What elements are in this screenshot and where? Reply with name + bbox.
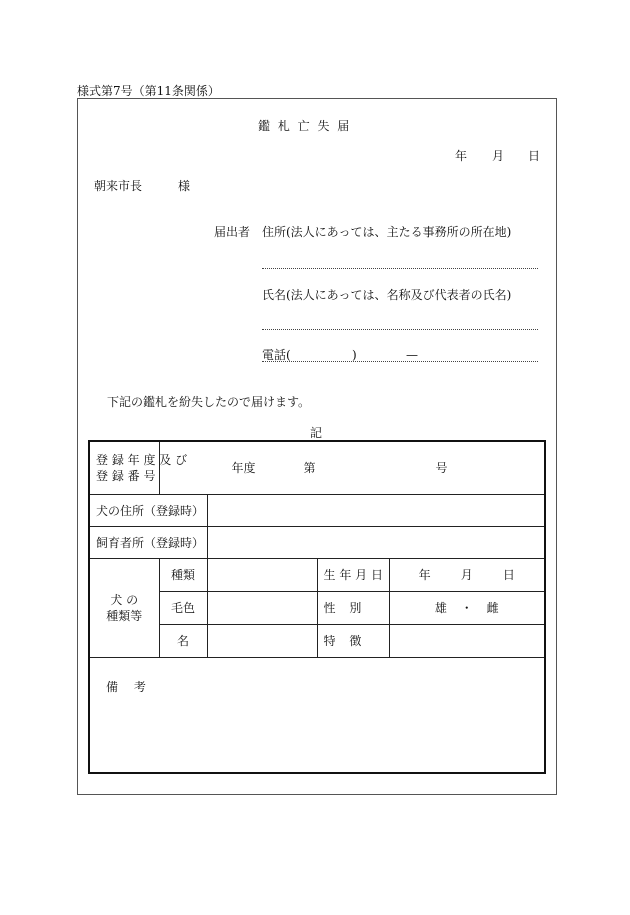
reg-value-cell[interactable] (159, 441, 545, 494)
date-day: 日 (528, 149, 541, 163)
dog-type-line1: 犬 の (110, 592, 139, 607)
reg-go: 号 (435, 460, 448, 475)
sex-value[interactable] (389, 591, 545, 624)
name-line[interactable] (262, 329, 538, 330)
reg-label-cell (89, 441, 188, 494)
owner-address-value[interactable] (207, 526, 545, 558)
addressee-honorific: 様 (178, 179, 191, 193)
birthdate-label: 生 年 月 日 (317, 558, 389, 591)
address-label: 住所(法人にあっては、主たる事務所の所在地) (262, 225, 512, 239)
reg-label-line2: 登 録 番 号 (96, 468, 156, 483)
form-title: 鑑 札 亡 失 届 (258, 119, 352, 133)
remarks-label: 備 考 (106, 679, 152, 694)
dog-address-value[interactable] (207, 494, 545, 526)
dog-name-label: 名 (159, 624, 207, 657)
date-year: 年 (455, 149, 468, 163)
dog-type-label (89, 558, 159, 657)
name-label: 氏名(法人にあっては、名称及び代表者の氏名) (262, 288, 512, 302)
birthdate-value[interactable] (389, 558, 545, 591)
form-number: 様式第7号（第11条関係） (77, 84, 220, 98)
coat-color-label: 毛色 (159, 591, 207, 624)
coat-color-value[interactable] (207, 591, 317, 624)
applicant-label: 届出者 (214, 225, 251, 239)
dog-type-line2: 種類等 (106, 608, 143, 623)
remarks-cell[interactable] (89, 657, 545, 773)
ki-label: 記 (310, 426, 323, 440)
date-month: 月 (492, 149, 505, 163)
birth-day: 日 (502, 568, 515, 582)
sex-dot: ・ (460, 601, 473, 615)
addressee-name: 朝来市長 (94, 179, 143, 193)
features-label: 特 徴 (317, 624, 389, 657)
dog-name-value[interactable] (207, 624, 317, 657)
address-line[interactable] (262, 268, 538, 269)
dog-address-label: 犬の住所（登録時） (89, 494, 207, 526)
birth-year: 年 (418, 568, 431, 582)
phone-dash: — (406, 348, 418, 362)
birth-month: 月 (460, 568, 473, 582)
phone-close: ) (352, 348, 357, 362)
reg-year: 年度 (231, 460, 256, 475)
breed-label: 種類 (159, 558, 207, 591)
sex-female[interactable]: 雌 (486, 601, 499, 615)
owner-address-label: 飼育者所（登録時） (89, 526, 207, 558)
sex-label: 性 別 (317, 591, 389, 624)
statement: 下記の鑑札を紛失したので届けます。 (107, 395, 311, 409)
registration-table (88, 440, 546, 774)
sex-male[interactable]: 雄 (434, 601, 447, 615)
phone-label: 電話( (262, 348, 291, 362)
breed-value[interactable] (207, 558, 317, 591)
phone-line[interactable] (262, 361, 538, 362)
reg-dai: 第 (303, 460, 316, 475)
features-value[interactable] (389, 624, 545, 657)
reg-label-line1: 登 録 年 度 及 び (96, 452, 188, 467)
